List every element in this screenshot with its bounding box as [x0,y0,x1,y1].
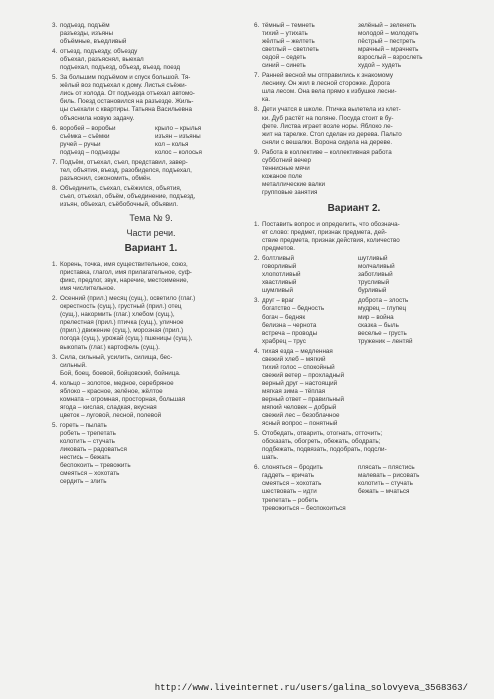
item-number: 7. [254,72,260,80]
item-number: 3. [52,22,58,29]
text-line: Сила, сильный, усилить, силища, бес- [60,353,173,361]
item-number: 2. [254,255,260,263]
pair-right: молодой – молодеть [358,30,419,38]
text-line: цы съехали с квартиры. Татьяна Васильевна [60,106,192,114]
text-line: нестись – бежать [60,454,111,462]
word-pair-row [262,38,454,46]
text-line: прелестная (прил.) птичка (сущ.), уличное [60,319,184,327]
word-pair-row [262,338,454,346]
word-pair-row [262,488,454,496]
text-line: разъезды, изъяны [60,30,114,38]
exercise-item [52,22,250,46]
pair-right: кол – колья [155,140,189,148]
text-line: жёлый воз подъехал к дому. Листья съёжи- [60,82,187,90]
pair-left: гаддеть – кричать [262,472,315,480]
pair-right: доброта – злость [358,297,409,305]
pair-left: друг – враг [262,297,295,305]
text-line: шла лесом. Она вела прямо к избушке лесни- [262,88,397,96]
pair-left: богач – бедняк [262,313,306,321]
text-line: верный ответ – правильный [262,395,345,403]
text-line: теннисные мячи [262,164,310,172]
variant-1-heading: Вариант 1. [124,243,178,255]
text-line: приставка, глагол, имя прилагательное, суф- [60,269,192,277]
text-line: гореть – пылать [60,421,107,429]
pair-left: шествовать – идти [262,488,317,496]
exercise-item [254,348,454,428]
word-pair-row [262,255,454,263]
text-line: лись от холода. От подъезда отъехал автомо- [60,90,195,98]
pair-left: тихий – утихать [262,30,308,38]
text-line: имя числительное. [60,285,116,293]
text-line: цветок – луговой, лесной, полевой [60,411,162,419]
pair-right: мир – война [358,313,394,321]
pair-right: сказка – быль [358,321,399,329]
exercise-item [52,74,250,122]
word-pair-row [60,149,250,157]
word-pair-row [60,125,250,133]
text-line: Работа в коллективе – коллективная работа [262,148,392,156]
pair-right [358,497,454,505]
text-line: леснику. Он жил в лесной сторожке. Дорога [262,80,391,88]
pair-left: воробей – воробьи [60,124,116,132]
text-line: тел, объятия, въезд, разобиделся, подъехал, [60,166,192,174]
word-pairs-item [254,255,454,295]
text-line: За большим подъёмом и спуск большой. Тя- [60,74,191,82]
item-number: 8. [254,106,260,114]
pair-left: слоняться – бродить [262,464,323,472]
text-line: биль. Поезд остановился на разъезде. Жиль- [60,98,194,106]
pair-left: седой – седеть [262,54,306,62]
text-line: фете. Листва играет возле норы. Яблоко ле- [262,122,393,130]
pair-left: смеяться – хохотать [262,480,322,488]
text-line: мягкая зима – тёплая [262,387,326,395]
text-line: изъян, объехал, съёбобочный, объявил. [60,200,179,208]
text-line: (прил.) движение (сущ.), морозная (прил.) [60,327,184,335]
pair-right: мудрец – глупец [358,305,407,313]
text-line: тихий голос – спокойный [262,363,335,371]
exercise-item [254,72,454,104]
word-pairs-item [52,125,250,157]
item-number: 3. [254,297,260,305]
word-pair-row [60,133,250,141]
text-line: тихая езда – медленная [262,347,333,355]
text-line: погода (сущ.), урожай (сущ.) пшеницы (сущ.), [60,335,193,343]
text-line: ет слово: предмет, признак предмета, дей- [262,229,387,237]
pair-right: пёстрый – пестреть [358,38,416,46]
word-pair-row [262,62,454,70]
word-pair-row [262,505,454,513]
pair-left: болтливый [262,255,294,263]
item-number: 1. [254,220,260,228]
item-number: 2. [52,295,58,303]
word-pair-row [60,141,250,149]
pair-left: говорливый [262,263,297,271]
text-line: яблоко – красное, зелёное, жёлтое [60,387,163,395]
item-number: 8. [52,184,58,192]
text-line: Поставить вопрос и определить, что обознача- [262,220,400,228]
word-pair-row [262,314,454,322]
text-line: предметов. [262,245,295,253]
text-line: ствие предмета, признак действия, количество [262,237,400,245]
word-pair-row [262,305,454,313]
variant-2-heading: Вариант 2. [327,202,381,214]
pair-left: храбрец – трус [262,337,306,345]
text-line: Бой, боец, боевой, бойцовский, бойница. [60,369,181,377]
pair-left: тёмный – темнеть [262,22,315,29]
pair-left: шумливый [262,287,294,295]
word-pair-row [262,287,454,295]
pair-left: белизна – чернота [262,321,317,329]
text-line: ясный вопрос – понятный [262,420,338,428]
item-number: 6. [254,22,260,29]
word-pair-row [262,22,454,30]
exercise-item [52,185,250,209]
exercise-item [52,354,250,378]
text-line: свежий лес – безоблачное [262,412,340,420]
text-line: ликовать – радоваться [60,446,127,454]
pair-right: молчаливый [358,263,395,271]
pair-right: крыло – крылья [155,124,202,132]
word-pair-row [262,46,454,54]
exercise-item [254,430,454,462]
pair-left: богатство – бедность [262,305,325,313]
pair-right: колотить – стучать [358,480,413,488]
text-line: подъезд, подъём [60,22,110,29]
pair-right: бежать – мчаться [358,488,410,496]
item-number: 6. [52,124,58,132]
pair-right: взрослый – взрослеть [358,54,423,62]
text-line: Осенний (прил.) месяц (сущ.), осветило (глаг.) [60,295,196,303]
pair-left: встреча – проводы [262,329,318,337]
item-number: 5. [52,74,58,82]
text-line: объяснила новую задачу. [60,114,135,122]
text-line: Объединить, съехал, съёжился, объятия, [60,184,182,192]
text-line: свежий хлеб – мягкий [262,355,326,363]
topic-heading: Тема № 9. [129,213,173,224]
text-line: подбежать, подвязать, подобрать, подсли- [262,446,387,454]
item-number: 4. [52,48,58,56]
item-number: 5. [52,421,58,429]
text-line: выкопать (глаг.) картофель (сущ.). [60,343,160,351]
pair-right: худой – худеть [358,62,402,70]
exercise-item [254,106,454,146]
text-line: ягода – кислая, сладкая, вкусная [60,403,157,411]
exercise-item [254,221,454,253]
text-line: верный друг – настоящий [262,379,338,387]
text-line: групповые занятия [262,188,318,196]
text-line: ки. Дуб растёт на поляне. Посуда стоит в бу- [262,114,394,122]
text-line: отъезд, подъезду, объезду [60,48,138,56]
pair-right: изъян – изъяны [155,132,201,140]
text-line: Корень, точка, имя существительное, союз, [60,261,188,269]
text-line: сняли с вешалки. Ворона сидела на дереве. [262,138,393,146]
word-pair-row [262,330,454,338]
exercise-item [52,295,250,351]
text-line: колотить – стучать [60,438,115,446]
pair-left: синий – синеть [262,62,306,70]
pair-right: заботливый [358,271,393,279]
item-number: 3. [52,353,58,361]
text-line: Подъём, отъехал, съел, представил, завер- [60,158,188,166]
item-number: 9. [254,148,260,156]
left-column [52,22,250,488]
exercise-item [254,149,454,197]
item-number: 5. [254,430,260,438]
text-line: жит на тарелке. Стол сделан из дерева. Пальто [262,130,402,138]
text-line: объёмные, въедливый [60,38,127,46]
pair-right: веселье – грусть [358,329,407,337]
item-number: 6. [254,464,260,472]
pair-left: хлопотливый [262,271,301,279]
pair-right [358,505,454,513]
text-line: Дети учатся в школе. Птичка вылетела из клет- [262,106,401,114]
exercise-item [52,48,250,72]
item-number: 1. [52,261,58,269]
pair-right: плясать – плястись [358,464,415,472]
pair-left: светлый – светлеть [262,46,319,54]
text-line: кожаное поле [262,172,303,180]
item-number: 7. [52,158,58,166]
text-line: сильный. [60,361,87,369]
text-line: подъехал, подъезд, объезд, въезд, поезд [60,64,181,72]
pair-left: тревожиться – беспокоиться [262,504,346,512]
word-pairs-item [254,22,454,70]
word-pairs-item [254,297,454,345]
text-line: шать. [262,454,279,462]
pair-left: подъезд – подъезды [60,148,120,156]
text-line: робеть – трепетать [60,429,116,437]
text-line: съел, отъехал, объём, объединение, подъезд, [60,192,196,200]
text-line: металлические валки [262,180,325,188]
word-pair-row [262,464,454,472]
pair-right: колос – колосья [155,148,202,156]
text-line: беспокоить – тревожить [60,462,131,470]
text-line: свежий ветер – прохладный [262,371,345,379]
text-line: комната – огромная, просторная, большая [60,395,185,403]
text-line: сердить – злить [60,478,107,486]
pair-right: мрачный – мрачнеть [358,46,419,54]
pair-left: хвастливый [262,279,297,287]
word-pair-row [262,30,454,38]
text-line: фикс, предлог, звук, наречие, местоимение, [60,277,189,285]
text-line: субботний вечер [262,156,311,164]
pair-left: жёлтый – желтеть [262,38,315,46]
word-pair-row [262,472,454,480]
word-pair-row [262,497,454,505]
text-line: Отобедать, отварить, отогнать, отточить; [262,430,383,438]
pair-left: ручей – ручьи [60,140,101,148]
pair-right: бурливый [358,287,387,295]
pair-right: зелёный – зеленеть [358,22,417,29]
item-number: 4. [52,379,58,387]
text-line: объехал, разъяснял, выехал [60,56,144,64]
item-number: 4. [254,347,260,355]
text-line: разъяснил, сэкономить, обмён. [60,174,152,182]
text-line: Ранней весной мы отправились к знакомому [262,72,393,80]
topic-subheading: Части речи. [126,228,176,239]
text-line: (сущ.), накормить (глаг.) хлебом (сущ.), [60,311,175,319]
source-url: http://www.liveinternet.ru/users/galina_solovyeva_3568363/ [154,683,468,693]
exercise-item [52,159,250,183]
pair-right: трусливый [358,279,390,287]
text-line: кольцо – золотое, медное, серебряное [60,379,174,387]
text-line: окрестность (сущ.), грустный (прил.) отец [60,303,182,311]
exercise-item [52,261,250,293]
text-line: смеяться – хохотать [60,470,120,478]
pair-left: съёмка – съёмки [60,132,110,140]
exercise-item [52,380,250,420]
exercise-item [52,422,250,486]
text-line: ка. [262,96,271,104]
pair-left: трепетать – робеть [262,496,318,504]
text-line: мягкий человек – добрый [262,404,337,412]
right-column [254,22,454,515]
pair-right: малевать – рисовать [358,472,420,480]
word-pairs-item [254,464,454,512]
pair-right: шутливый [358,255,388,263]
word-pair-row [262,322,454,330]
text-line: обсказать, обогреть, обежать, ободрать; [262,438,381,446]
pair-right: труженик – лентяй [358,337,413,345]
